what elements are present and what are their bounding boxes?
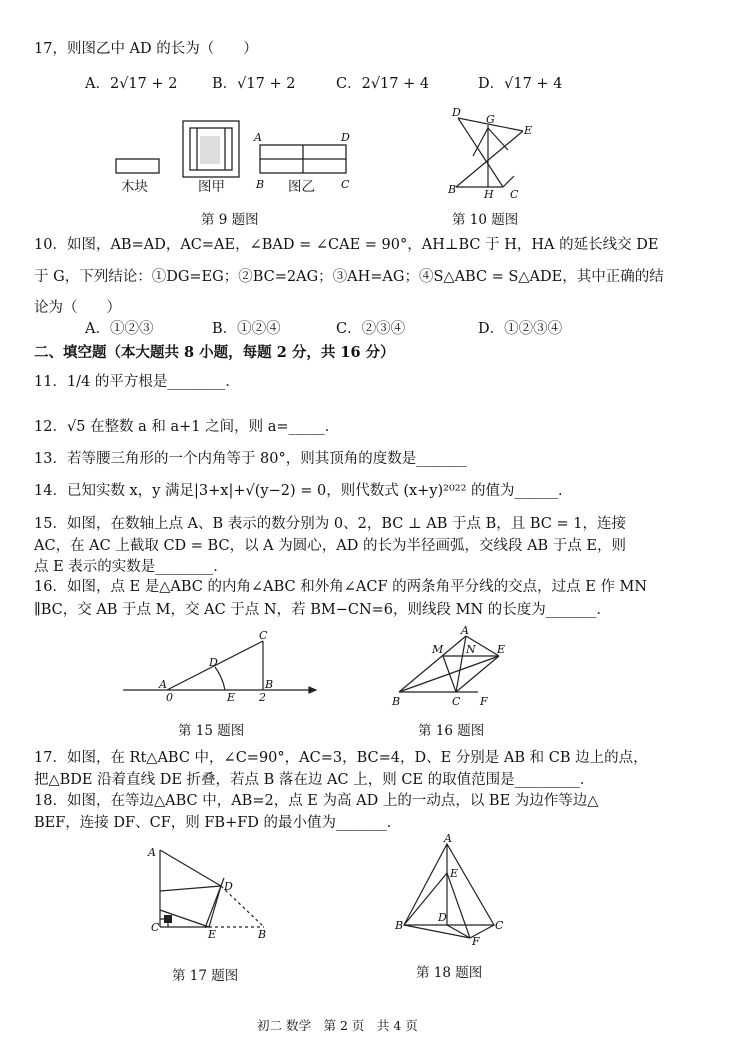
f15-label-e: E bbox=[227, 691, 236, 704]
fig15-caption: 第 15 题图 bbox=[178, 723, 245, 739]
f15-label-2: 2 bbox=[259, 691, 266, 704]
fig10-caption: 第 10 题图 bbox=[452, 212, 519, 228]
q10-line-1: 10．如图，AB=AD，AC=AE，∠BAD = ∠CAE = 90°，AH⊥BC 于 H，HA 的延长线交 DE bbox=[34, 237, 659, 253]
q10-line-3: 论为（ ） bbox=[34, 300, 121, 316]
f16-label-e: E bbox=[497, 643, 506, 656]
fig9-caption: 第 9 题图 bbox=[201, 212, 259, 228]
f15-label-c: C bbox=[259, 629, 268, 642]
q9-option-a: A．2√17 + 2 bbox=[85, 76, 178, 92]
f9-label-c: C bbox=[341, 178, 350, 191]
f18-label-d: D bbox=[438, 911, 447, 924]
f9-label-a: A bbox=[254, 131, 262, 144]
f18-label-b: B bbox=[395, 919, 404, 932]
q15-line-3: 点 E 表示的实数是________． bbox=[34, 559, 228, 575]
f16-label-m: M bbox=[432, 643, 444, 656]
q10-option-b: B．①②④ bbox=[212, 321, 281, 337]
section-2-heading: 二、填空题（本大题共 8 小题，每题 2 分，共 16 分） bbox=[34, 344, 395, 361]
q16-line-2: ∥BC，交 AB 于点 M，交 AC 于点 N，若 BM−CN=6，则线段 MN 的长度为_______． bbox=[34, 602, 612, 618]
q10-option-d: D．①②③④ bbox=[478, 321, 563, 337]
q14: 14．已知实数 x，y 满足|3+x|+√(y−2) = 0，则代数式 (x+y)²⁰²² 的值为______． bbox=[34, 483, 573, 499]
q9-option-c: C．2√17 + 4 bbox=[336, 76, 430, 92]
q9-option-d: D．√17 + 4 bbox=[478, 76, 563, 92]
q11: 11．1/4 的平方根是________． bbox=[34, 374, 240, 390]
f10-label-e: E bbox=[524, 124, 533, 137]
jia-label: 图甲 bbox=[198, 179, 225, 195]
fig16-caption: 第 16 题图 bbox=[418, 723, 485, 739]
f16-label-c: C bbox=[452, 695, 461, 708]
f18-label-c: C bbox=[495, 919, 504, 932]
f16-label-n: N bbox=[466, 643, 476, 656]
f17-label-c: C bbox=[151, 921, 160, 934]
f9-label-b: B bbox=[256, 178, 265, 191]
f10-label-g: G bbox=[486, 113, 495, 126]
q15-line-1: 15．如图，在数轴上点 A、B 表示的数分别为 0、2，BC ⊥ AB 于点 B，且 BC = 1，连接 bbox=[34, 516, 626, 532]
page-footer: 初二 数学 第 2 页 共 4 页 bbox=[257, 1018, 418, 1033]
f17-label-a: A bbox=[148, 846, 156, 859]
q16-line-1: 16．如图，点 E 是△ABC 的内角∠ABC 和外角∠ACF 的两条角平分线的交点，过点 E 作 MN bbox=[34, 579, 648, 595]
f10-label-d: D bbox=[452, 106, 461, 119]
q9-stem: 17，则图乙中 AD 的长为（ ） bbox=[34, 41, 258, 57]
yi-label: 图乙 bbox=[288, 179, 315, 195]
f15-label-a: A bbox=[159, 678, 167, 691]
q13: 13．若等腰三角形的一个内角等于 80°，则其顶角的度数是_______ bbox=[34, 451, 468, 467]
q17-line-2: 把△BDE 沿着直线 DE 折叠，若点 B 落在边 AC 上，则 CE 的取值范围是_________． bbox=[34, 772, 595, 788]
f15-label-d: D bbox=[209, 656, 218, 669]
q18-line-1: 18．如图，在等边△ABC 中，AB=2，点 E 为高 AD 上的一动点，以 BE 为边作等边△ bbox=[34, 793, 599, 809]
f10-label-c: C bbox=[510, 188, 519, 201]
q18-line-2: BEF，连接 DF、CF，则 FB+FD 的最小值为_______． bbox=[34, 815, 402, 831]
f15-label-0: 0 bbox=[166, 691, 173, 704]
q10-line-2: 于 G，下列结论：①DG=EG；②BC=2AG；③AH=AG；④S△ABC = S△ADE，其中正确的结 bbox=[34, 269, 664, 285]
block-label: 木块 bbox=[121, 179, 148, 195]
f17-label-b: B bbox=[258, 928, 267, 941]
figure-17-shape bbox=[160, 850, 264, 928]
f16-label-a: A bbox=[461, 624, 469, 637]
f10-label-b: B bbox=[448, 183, 457, 196]
f17-label-e: E bbox=[208, 928, 217, 941]
q9-option-b: B．√17 + 2 bbox=[212, 76, 296, 92]
f18-label-f: F bbox=[472, 935, 480, 948]
f9-label-d: D bbox=[341, 131, 350, 144]
f10-label-h: H bbox=[484, 188, 494, 201]
q10-option-a: A．①②③ bbox=[85, 321, 154, 337]
q15-line-2: AC，在 AC 上截取 CD = BC，以 A 为圆心，AD 的长为半径画弧，交线段 AB 于点 E，则 bbox=[34, 538, 626, 554]
f15-label-b: B bbox=[265, 678, 274, 691]
q17-line-1: 17．如图，在 Rt△ABC 中，∠C=90°，AC=3，BC=4，D、E 分别是 AB 和 CB 边上的点， bbox=[34, 750, 648, 766]
figure-18-shape bbox=[404, 844, 494, 938]
fig18-caption: 第 18 题图 bbox=[416, 965, 483, 981]
f18-label-e: E bbox=[450, 867, 459, 880]
f17-label-d: D bbox=[224, 880, 233, 893]
fig17-caption: 第 17 题图 bbox=[172, 968, 239, 984]
f18-label-a: A bbox=[444, 832, 452, 845]
f16-label-b: B bbox=[392, 695, 401, 708]
q10-option-c: C．②③④ bbox=[336, 321, 406, 337]
q12: 12．√5 在整数 a 和 a+1 之间，则 a=_____． bbox=[34, 419, 340, 435]
f16-label-f: F bbox=[480, 695, 488, 708]
